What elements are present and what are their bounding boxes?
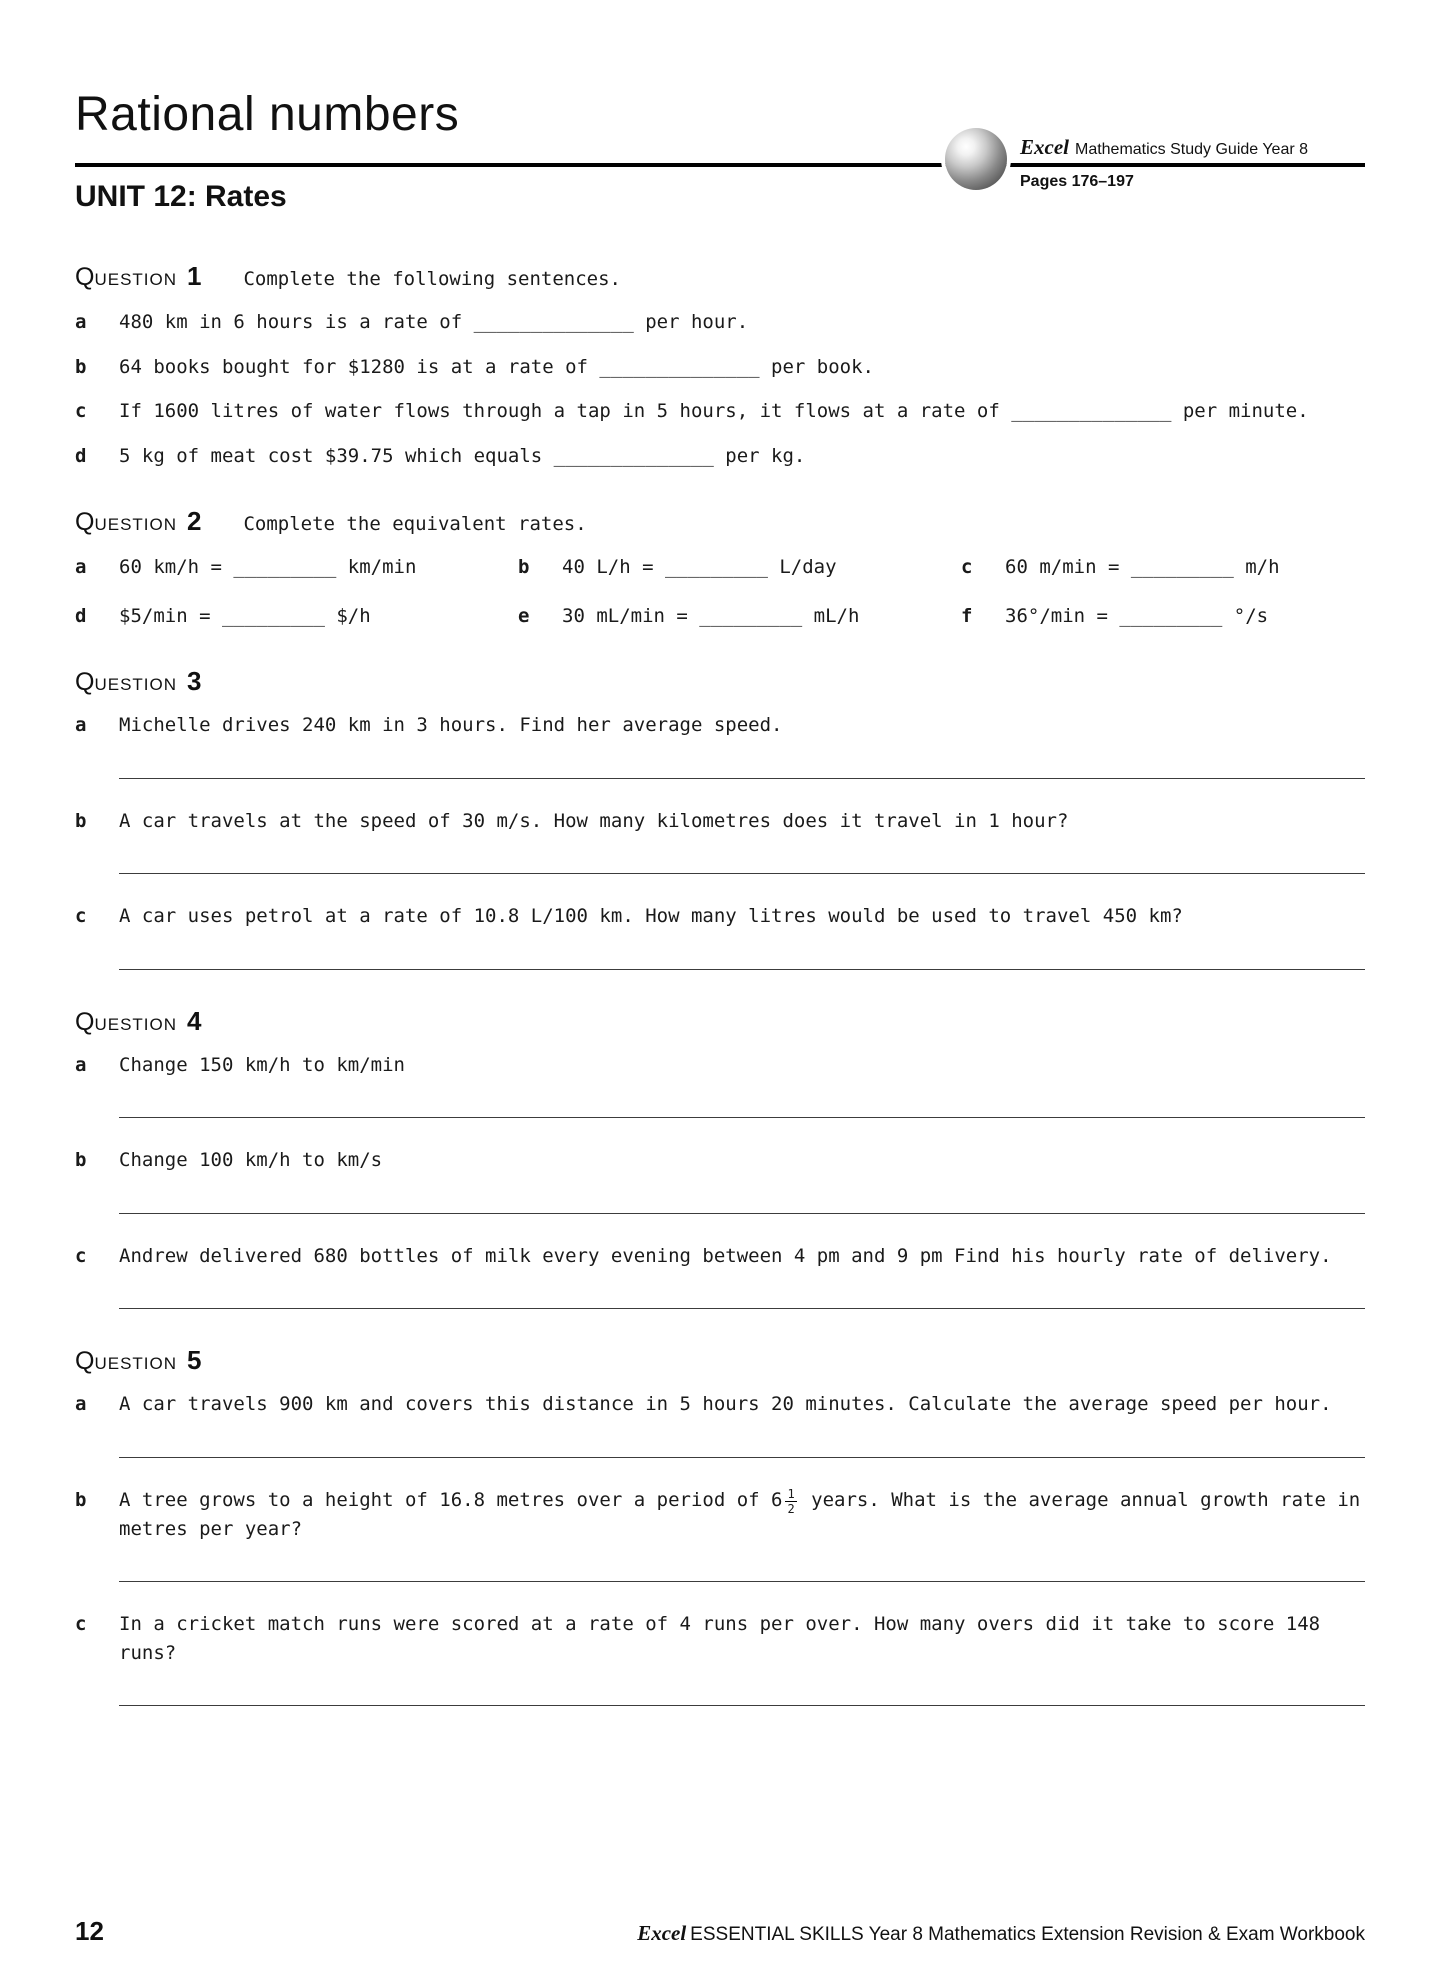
question-3-section xyxy=(75,666,1365,970)
equivalent-rates-grid xyxy=(75,553,1365,630)
page-title: Rational numbers xyxy=(75,85,1365,167)
item-letter: c xyxy=(75,1244,87,1267)
page-header xyxy=(75,85,1365,215)
item-text: If 1600 litres of water flows through a tap in 5 hours, it flows at a rate of ______________ per minute. xyxy=(119,400,1309,422)
fraction-denominator: 2 xyxy=(787,1501,795,1516)
item-text: 40 L/h = _________ L/day xyxy=(562,556,837,578)
item-letter: c xyxy=(75,400,87,422)
fraction-numerator: 1 xyxy=(787,1486,795,1501)
question-header xyxy=(75,506,1365,537)
item-text: 64 books bought for $1280 is at a rate of ______________ per book. xyxy=(119,355,874,378)
question-label: QUESTION xyxy=(75,1347,178,1375)
item-letter: b xyxy=(75,1149,87,1171)
excel-brand-logo: Excel xyxy=(1020,135,1069,159)
page-number: 12 xyxy=(75,1916,104,1946)
item-text: 30 mL/min = _________ mL/h xyxy=(562,604,860,627)
item-text: $5/min = _________ $/h xyxy=(119,604,371,627)
answer-line xyxy=(119,873,1365,874)
item-text: Change 150 km/h to km/min xyxy=(119,1053,405,1076)
question-number: 1 xyxy=(187,261,202,291)
item-letter: b xyxy=(518,556,530,578)
question-number: 2 xyxy=(187,506,202,536)
item-letter: a xyxy=(75,556,87,578)
item-text-before-fraction: A tree grows to a height of 16.8 metres over a period of 6 xyxy=(119,1488,783,1511)
excel-brand-logo: Excel xyxy=(637,1921,687,1945)
question-item xyxy=(518,602,961,631)
item-letter: e xyxy=(518,604,530,627)
question-item xyxy=(75,353,1365,382)
question-item xyxy=(75,1390,1365,1419)
question-number: 5 xyxy=(187,1345,202,1375)
item-letter: d xyxy=(75,444,87,467)
item-text: A car travels at the speed of 30 m/s. How many kilometres does it travel in 1 hour? xyxy=(119,809,1069,832)
page-footer xyxy=(75,1916,1365,1947)
item-letter: d xyxy=(75,604,87,627)
answer-line xyxy=(119,1705,1365,1706)
question-item xyxy=(75,602,518,631)
item-text: Andrew delivered 680 bottles of milk every evening between 4 pm and 9 pm Find his hourly rate of delivery. xyxy=(119,1244,1332,1267)
unit-title: UNIT 12: Rates xyxy=(75,180,287,213)
question-1-section xyxy=(75,261,1365,470)
item-text: Michelle drives 240 km in 3 hours. Find her average speed. xyxy=(119,714,783,736)
item-text: 36°/min = _________ °/s xyxy=(1005,604,1269,627)
footer-text: ESSENTIAL SKILLS Year 8 Mathematics Extension Revision & Exam Workbook xyxy=(690,1924,1365,1945)
question-label: QUESTION xyxy=(75,668,178,696)
item-letter: a xyxy=(75,311,87,333)
item-text: 480 km in 6 hours is a rate of ______________ per hour. xyxy=(119,311,749,333)
answer-line xyxy=(119,1213,1365,1214)
item-text: A car uses petrol at a rate of 10.8 L/100 km. How many litres would be used to travel 450 km? xyxy=(119,905,1183,927)
question-header xyxy=(75,1345,1365,1376)
item-letter: b xyxy=(75,809,87,832)
question-2-section xyxy=(75,506,1365,630)
question-number: 3 xyxy=(187,666,202,696)
item-letter: a xyxy=(75,1393,87,1415)
answer-line xyxy=(119,1117,1365,1118)
question-label: QUESTION xyxy=(75,263,178,291)
pages-reference: Pages 176–197 xyxy=(1020,173,1134,190)
question-item xyxy=(75,1146,1365,1175)
item-text-after-fraction: years. What is the average annual growth rate in metres per year? xyxy=(119,1488,1361,1540)
question-item xyxy=(75,553,518,582)
question-item xyxy=(961,553,1365,582)
item-text: 60 m/min = _________ m/h xyxy=(1005,556,1280,578)
item-letter: c xyxy=(75,1613,87,1635)
question-4-section xyxy=(75,1006,1365,1310)
fraction-one-half xyxy=(785,1488,796,1515)
question-header xyxy=(75,261,1365,292)
question-header xyxy=(75,666,1365,697)
answer-line xyxy=(119,1457,1365,1458)
brand-line xyxy=(1020,135,1308,160)
item-text: 5 kg of meat cost $39.75 which equals ______________ per kg. xyxy=(119,444,806,467)
item-text xyxy=(119,1486,1365,1544)
item-letter: b xyxy=(75,1488,87,1511)
footer-series-title xyxy=(637,1921,1365,1946)
brand-series: Mathematics Study Guide Year 8 xyxy=(1074,141,1309,158)
question-item xyxy=(75,807,1365,836)
item-letter: a xyxy=(75,1053,87,1076)
item-letter: a xyxy=(75,714,87,736)
answer-line xyxy=(119,1308,1365,1309)
item-text: In a cricket match runs were scored at a rate of 4 runs per over. How many overs did it take to score 148 runs? xyxy=(119,1613,1321,1664)
question-item xyxy=(961,602,1365,631)
question-item xyxy=(75,711,1365,740)
question-item xyxy=(75,902,1365,931)
question-label: QUESTION xyxy=(75,508,178,536)
question-number: 4 xyxy=(187,1005,202,1036)
item-letter: c xyxy=(75,905,87,927)
question-item xyxy=(518,553,961,582)
question-prompt: Complete the equivalent rates. xyxy=(243,513,587,535)
question-item xyxy=(75,1486,1365,1544)
question-item xyxy=(75,1610,1365,1667)
question-prompt: Complete the following sentences. xyxy=(243,268,621,290)
question-label: QUESTION xyxy=(75,1007,178,1036)
item-letter: c xyxy=(961,556,973,578)
item-text: A car travels 900 km and covers this distance in 5 hours 20 minutes. Calculate the average speed per hour. xyxy=(119,1393,1332,1415)
question-item xyxy=(75,442,1365,471)
question-header xyxy=(75,1006,1365,1037)
excel-sphere-logo-icon xyxy=(945,128,1007,190)
item-text: Change 100 km/h to km/s xyxy=(119,1149,383,1171)
item-letter: f xyxy=(961,604,973,627)
question-item xyxy=(75,308,1365,337)
item-text: 60 km/h = _________ km/min xyxy=(119,556,417,578)
item-letter: b xyxy=(75,355,87,378)
question-item xyxy=(75,1051,1365,1080)
answer-line xyxy=(119,778,1365,779)
answer-line xyxy=(119,969,1365,970)
answer-line xyxy=(119,1581,1365,1582)
question-item xyxy=(75,1242,1365,1271)
question-item xyxy=(75,397,1365,426)
question-5-section xyxy=(75,1345,1365,1706)
